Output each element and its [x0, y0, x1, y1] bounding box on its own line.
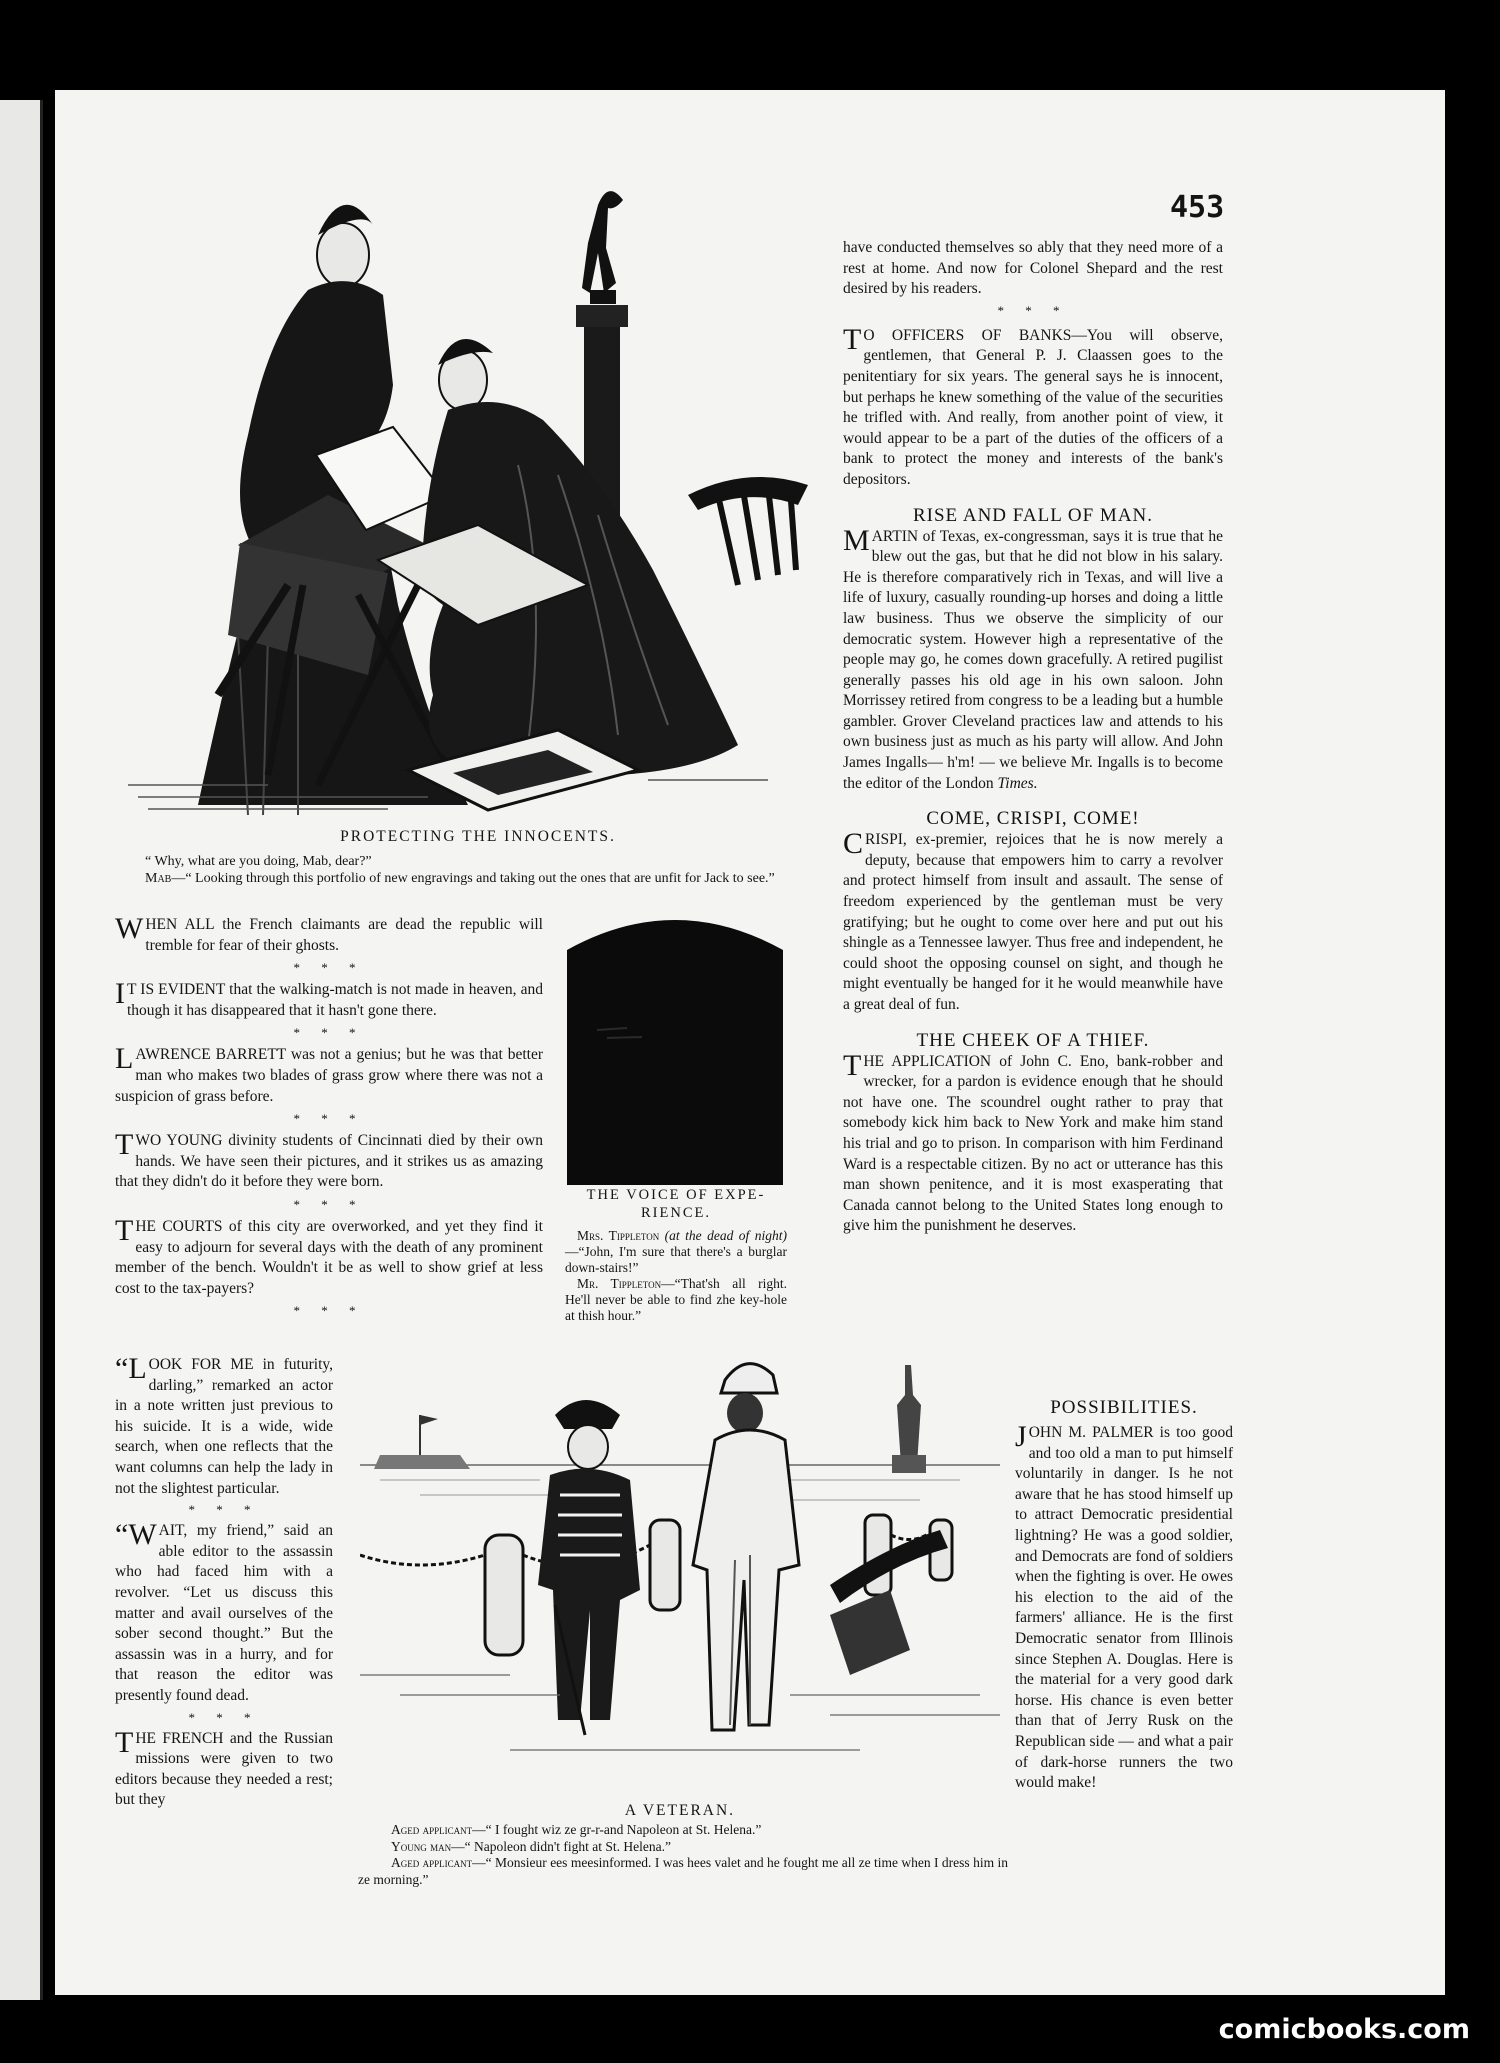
paragraph-body: ex-premier, rejoices that he is now merely a deputy, because that empowers him to carry a revolver and protect himself from insult and assault. The sense of freedom experienced by the gentleman must be very gratifying; but he ought to come over here and put out his shingle as a Tennessee lawyer. Thus free and independent, he could shoot the opposing counsel on sight, and though he might eventually be hanged for it he would meanwhile have a great deal of fun.	[843, 831, 1223, 1013]
paragraph	[115, 1042, 543, 1107]
caption-speaker: Mab	[145, 871, 172, 886]
paragraph	[115, 1213, 543, 1299]
separator: * * *	[997, 302, 1069, 318]
caption-line: —“John, I'm sure that there's a burglar down-stairs!”	[565, 1244, 787, 1275]
caption-title-innocents: PROTECTING THE INNOCENTS.	[340, 828, 616, 845]
caption-line: —“ Looking through this portfolio of new engravings and taking out the ones that are unfit for Jack to see.”	[171, 871, 775, 886]
paragraph-lead: T IS EVIDENT	[127, 981, 226, 999]
caption-innocents	[115, 853, 830, 887]
adjacent-page-edge	[0, 100, 43, 2000]
paragraph-body: —You will observe, gentlemen, that General P. J. Claassen goes to the penitentiary for six years. The general says he is innocent, but perhaps he knew something of the value of the securities he trifled with. And really, from another point of view, it would appear to be a part of the duties of the officers of a bank to protect the money and interests of the bank's depositors.	[843, 326, 1223, 488]
section-heading: THE CHEEK OF A THIEF.	[916, 1029, 1150, 1051]
paragraph-lead: OHN M. PALMER	[1028, 1424, 1154, 1441]
paragraph-body: and the Russian missions were given to two editors because they needed a rest; but they	[115, 1729, 333, 1809]
section-heading: COME, CRISPI, COME!	[926, 808, 1140, 830]
paragraph	[843, 523, 1223, 795]
paragraph-lead: HE FRENCH	[135, 1729, 224, 1747]
right-column	[843, 238, 1223, 1237]
page-number: 453	[1170, 190, 1225, 225]
paragraph-lead: HE COURTS	[135, 1217, 223, 1235]
paragraph	[1015, 1420, 1233, 1794]
caption-speaker: Aged applicant	[391, 1822, 473, 1837]
section-heading: RISE AND FALL OF MAN.	[912, 504, 1154, 526]
caption-line: —“ Napoleon didn't fight at St. Helena.”	[451, 1838, 672, 1854]
paragraph-italic-tail: Times.	[997, 774, 1038, 792]
paragraph-body: is too good and too old a man to put himself voluntarily in danger. Is he not aware that he has stood himself up to attract Democratic presidential lightning? He was a good soldier, and Democrats are fond of soldiers when the fighting is over. He owes his election to the aid of the farmers' alliance. He is the first Democratic senator from Illinois since Stephen A. Douglas. Here is the material for a very good dark horse. His chance is even better than that of Jerry Rusk on the Republican side — and what a pair of dark-horse runners the two would make!	[1015, 1424, 1233, 1792]
drop-cap: C	[843, 827, 864, 861]
paragraph-body: of Texas, ex-congressman, says it is true that he blew out the gas, but that he did not blow in his salary. He is therefore comparatively rich in Texas, and will live a life of luxury, casually rounding-up horses and doing a little law business. Thus we observe the simplicity of our democratic system. However high a representative of the people may go, he comes down gracefully. A retired pugilist generally passes his old age in his own saloon. John Morrissey retired from congress to be a leading but a humble gambler. Grover Cleveland practices law and attends to his own business just as much as his party will allow. And John James Ingalls— h'm! — we believe Mr. Ingalls is to become the editor of the London	[843, 527, 1223, 792]
paragraph-continued: have conducted themselves so ably that they need more of a rest at home. And now for Colonel Shepard and the rest desired by his readers.	[843, 239, 1223, 298]
caption-voice-line1	[565, 1228, 787, 1276]
paragraph	[115, 1725, 333, 1811]
drop-cap: “W	[115, 1518, 157, 1552]
paragraph-body: of John C. Eno, bank-robber and wrecker, for a pardon is evidence enough that he should not have one. The scoundrel ought rather to pray that somebody kick him back to New York and make him stand his trial and go to prison. In comparison with him Ferdinand Ward is a respectable citizen. By no act or utterance has this man shown penitence, and it is most exasperating that Canada cannot belong to the United States long enough to give him the punishment he deserves.	[843, 1052, 1224, 1235]
caption-title-veteran: A VETERAN.	[624, 1802, 736, 1819]
drop-cap: “L	[115, 1352, 147, 1385]
paragraph-body: was not a genius; but he was that better man who makes two blades of grass grow where there was not a suspicion of grass before.	[115, 1046, 543, 1105]
paragraph-body: that the walking-match is not made in heaven, and though it has disappeared that it hasn't gone there.	[127, 981, 544, 1019]
paragraph-banks	[843, 322, 1223, 491]
drop-cap: I	[115, 977, 125, 1011]
possibilities-column	[1015, 1397, 1233, 1794]
left-column	[115, 912, 544, 1323]
drop-cap: T	[115, 1128, 134, 1162]
caption-line: —“That'sh all right. He'll never be able to find zhe key-hole at thish hour.”	[565, 1276, 787, 1323]
drop-cap: T	[115, 1725, 134, 1759]
caption-line: —“ I fought wiz ze gr-r-and Napoleon at St. Helena.”	[472, 1822, 762, 1837]
illustration-protecting-the-innocents	[128, 165, 828, 830]
caption-speaker: Mr. Tippleton	[577, 1276, 662, 1291]
drop-cap: T	[843, 1048, 862, 1082]
caption-veteran	[358, 1822, 1008, 1888]
paragraph-body: my friend,” said an able editor to the assassin who had faced him with a revolver. “Let us discuss this matter and avail ourselves of the sober second thought.” But the assassin was in a hurry, and for that reason the editor was presently found dead.	[115, 1522, 333, 1704]
caption-title-voice: THE VOICE OF EXPE-RIENCE.	[586, 1187, 766, 1221]
paragraph	[115, 912, 543, 956]
paragraph	[843, 1048, 1224, 1237]
paragraph	[115, 977, 544, 1021]
caption-speaker: Mrs. Tippleton	[577, 1228, 660, 1243]
paragraph-body: in futurity, darling,” remarked an actor in a note written just previous to his suicide. It is a wide, wide search, when one reflects that the want columns can help the lady in not the slightest particular.	[115, 1356, 334, 1497]
paragraph-lead: ARTIN	[871, 527, 919, 545]
separator: * * *	[188, 1502, 260, 1518]
caption-speaker: Aged applicant	[391, 1855, 473, 1870]
caption-stage-direction: (at the dead of night)	[664, 1228, 788, 1243]
paragraph-lead: RISPI,	[865, 831, 907, 849]
paragraph-lead: O OFFICERS OF BANKS	[863, 326, 1072, 344]
paragraph-body: divinity students of Cincinnati died by their own hands. We have seen their pictures, and it strikes us as amazing that they didn't do it before they were born.	[115, 1132, 543, 1191]
drop-cap: M	[843, 523, 870, 557]
caption-line: —“ Monsieur ees meesinformed. I was hees valet and he fought me all ze time when I dress him in ze morning.”	[358, 1855, 1008, 1887]
paragraph-lead: OOK FOR ME	[148, 1356, 254, 1373]
paragraph-lead: AWRENCE BARRETT	[135, 1046, 286, 1064]
paragraph-lead: HEN ALL	[145, 916, 215, 933]
illustration-a-veteran	[360, 1355, 1000, 1795]
paragraph-lead: AIT,	[158, 1522, 188, 1540]
drop-cap: L	[115, 1042, 134, 1076]
caption-veteran-line2	[358, 1839, 1008, 1856]
narrow-column	[115, 1352, 334, 1811]
paragraph-lead: HE APPLICATION	[863, 1052, 992, 1070]
paragraph	[115, 1128, 543, 1193]
caption-veteran-line1	[358, 1822, 1008, 1839]
section-heading: POSSIBILITIES.	[1050, 1397, 1198, 1418]
paragraph	[843, 827, 1223, 1015]
drop-cap: W	[115, 912, 144, 945]
separator: * * *	[293, 1111, 365, 1127]
separator: * * *	[293, 1196, 365, 1212]
paragraph	[115, 1518, 333, 1706]
separator: * * *	[188, 1709, 260, 1725]
paragraph-lead: WO YOUNG	[135, 1132, 223, 1150]
paragraph	[115, 1352, 334, 1499]
drop-cap: J	[1015, 1420, 1027, 1453]
separator: * * *	[293, 1303, 365, 1319]
illustration-voice-of-experience	[567, 910, 783, 1185]
caption-veteran-line3	[358, 1855, 1008, 1888]
separator: * * *	[293, 960, 365, 976]
caption-speaker: Young man	[391, 1838, 452, 1854]
caption-line: “ Why, what are you doing, Mab, dear?”	[145, 854, 372, 869]
caption-voice	[565, 1186, 787, 1324]
separator: * * *	[293, 1025, 365, 1041]
drop-cap: T	[843, 322, 862, 356]
site-watermark: comicbooks.com	[1218, 2014, 1470, 2045]
paragraph-body: the French claimants are dead the republic will tremble for fear of their ghosts.	[145, 916, 543, 954]
drop-cap: T	[115, 1213, 134, 1247]
caption-voice-line2	[565, 1276, 787, 1324]
paragraph-body: of this city are overworked, and yet they find it easy to adjourn for several days with the death of any prominent member of the bench. Wouldn't it be as well to show grief at less cost to the tax-payers?	[115, 1217, 543, 1297]
